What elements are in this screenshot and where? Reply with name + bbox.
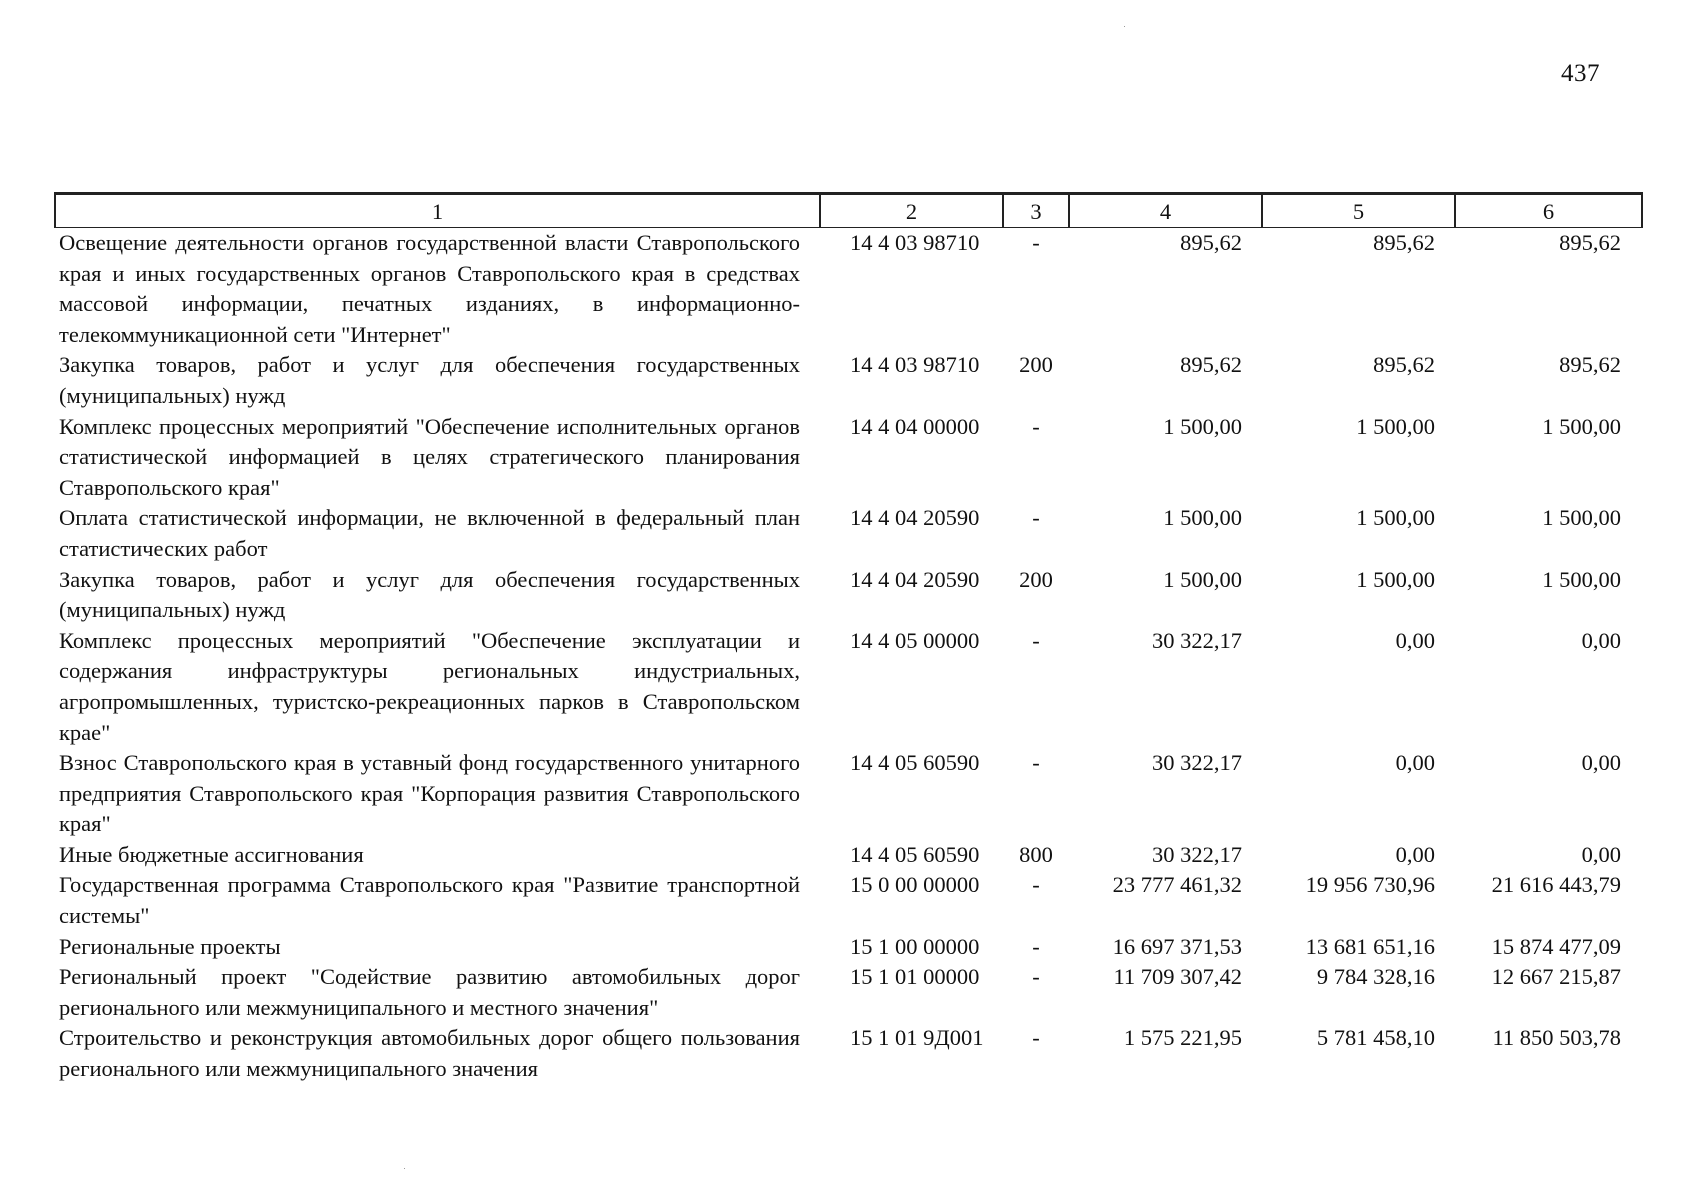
row-expense-type: - [1032, 505, 1040, 531]
table-row [55, 228, 1642, 351]
row-value-col5: 0,00 [1395, 627, 1435, 653]
row-expense-type: - [1032, 413, 1040, 439]
row-value-col5: 1 500,00 [1356, 413, 1435, 439]
table-row [55, 503, 1642, 564]
row-value-col5: 0,00 [1395, 841, 1435, 867]
row-code: 14 4 05 60590 [850, 750, 980, 776]
row-name: Региональные проекты [59, 933, 281, 959]
row-value-col4: 1 500,00 [1163, 413, 1242, 439]
row-value-col5: 13 681 651,16 [1305, 933, 1435, 959]
row-code: 14 4 05 60590 [850, 841, 980, 867]
row-value-col4: 1 500,00 [1163, 505, 1242, 531]
row-code: 14 4 03 98710 [850, 352, 980, 378]
row-code: 14 4 05 00000 [850, 627, 980, 653]
table-row [55, 870, 1642, 931]
row-code: 15 1 00 00000 [850, 933, 980, 959]
row-name: Комплекс процессных мероприятий "Обеспечение исполнительных органов статистической информацией в целях стратегического планирования Ставропольского края" [59, 413, 800, 500]
row-value-col4: 1 500,00 [1163, 566, 1242, 592]
row-value-col6: 0,00 [1581, 627, 1621, 653]
table-body [55, 228, 1642, 1085]
table-header [55, 194, 1642, 228]
scan-speck [1124, 26, 1125, 27]
row-value-col6: 21 616 443,79 [1491, 872, 1621, 898]
row-value-col5: 5 781 458,10 [1316, 1025, 1435, 1051]
header-col-4: 4 [1069, 194, 1262, 228]
row-value-col6: 0,00 [1581, 841, 1621, 867]
row-value-col6: 895,62 [1559, 352, 1621, 378]
row-value-col4: 895,62 [1180, 230, 1242, 255]
row-value-col4: 23 777 461,32 [1112, 872, 1242, 898]
row-expense-type: - [1032, 872, 1040, 898]
row-value-col4: 1 575 221,95 [1123, 1025, 1242, 1051]
row-value-col5: 895,62 [1373, 352, 1435, 378]
table-row [55, 565, 1642, 626]
row-expense-type: - [1032, 230, 1040, 255]
row-value-col5: 895,62 [1373, 230, 1435, 255]
row-code: 14 4 04 00000 [850, 413, 980, 439]
table-row [55, 626, 1642, 748]
row-value-col6: 1 500,00 [1542, 413, 1621, 439]
row-value-col5: 9 784 328,16 [1316, 964, 1435, 990]
row-name: Освещение деятельности органов государственной власти Ставропольского края и иных государственных органов Ставропольского края в средствах массовой информации, печатных изданиях, в информационно-телекоммуникационной сети "Интернет" [59, 230, 800, 347]
header-col-2: 2 [820, 194, 1003, 228]
row-expense-type: 800 [1019, 841, 1053, 867]
row-expense-type: 200 [1019, 352, 1053, 378]
row-code: 14 4 04 20590 [850, 566, 980, 592]
row-name: Строительство и реконструкция автомобильных дорог общего пользования регионального или межмуниципального значения [59, 1025, 800, 1082]
row-expense-type: - [1032, 750, 1040, 776]
row-value-col5: 19 956 730,96 [1305, 872, 1435, 898]
row-name: Закупка товаров, работ и услуг для обеспечения государственных (муниципальных) нужд [59, 352, 800, 408]
row-value-col4: 16 697 371,53 [1112, 933, 1242, 959]
row-expense-type: 200 [1019, 566, 1053, 592]
row-name: Закупка товаров, работ и услуг для обеспечения государственных (муниципальных) нужд [59, 566, 800, 623]
row-value-col6: 11 850 503,78 [1492, 1025, 1621, 1051]
row-value-col4: 30 322,17 [1152, 841, 1242, 867]
row-value-col4: 30 322,17 [1152, 627, 1242, 653]
row-value-col5: 1 500,00 [1356, 566, 1435, 592]
row-name: Государственная программа Ставропольского края "Развитие транспортной системы" [59, 872, 800, 929]
row-code: 15 0 00 00000 [850, 872, 980, 898]
row-expense-type: - [1032, 1025, 1040, 1051]
header-col-1: 1 [55, 194, 820, 228]
row-code: 15 1 01 9Д001 [850, 1025, 984, 1051]
table-row [55, 412, 1642, 504]
row-name: Региональный проект "Содействие развитию автомобильных дорог регионального или межмуниципального и местного значения" [59, 964, 800, 1020]
row-value-col4: 895,62 [1180, 352, 1242, 378]
row-code: 14 4 03 98710 [850, 230, 980, 255]
table-row [55, 748, 1642, 840]
row-expense-type: - [1032, 933, 1040, 959]
header-col-3: 3 [1003, 194, 1069, 228]
row-value-col6: 12 667 215,87 [1491, 964, 1621, 990]
table-row [55, 350, 1642, 411]
row-value-col6: 1 500,00 [1542, 505, 1621, 531]
header-col-5: 5 [1262, 194, 1455, 228]
row-name: Оплата статистической информации, не включенной в федеральный план статистических работ [59, 505, 800, 561]
row-value-col6: 1 500,00 [1542, 566, 1621, 592]
row-expense-type: - [1032, 964, 1040, 990]
table-row [55, 840, 1642, 871]
table-row [55, 1023, 1642, 1084]
row-value-col5: 0,00 [1395, 750, 1435, 776]
row-name: Иные бюджетные ассигнования [59, 841, 364, 867]
row-value-col6: 15 874 477,09 [1491, 933, 1621, 959]
row-name: Взнос Ставропольского края в уставный фонд государственного унитарного предприятия Ставропольского края "Корпорация развития Ставропольского края" [59, 750, 800, 837]
page-number: 437 [1561, 60, 1600, 87]
row-value-col6: 895,62 [1559, 230, 1621, 255]
table-row [55, 932, 1642, 963]
row-code: 15 1 01 00000 [850, 964, 980, 990]
row-value-col4: 11 709 307,42 [1113, 964, 1242, 990]
row-value-col6: 0,00 [1581, 750, 1621, 776]
row-name: Комплекс процессных мероприятий "Обеспечение эксплуатации и содержания инфраструктуры региональных индустриальных, агропромышленных, туристско-рекреационных парков в Ставропольском крае" [59, 627, 800, 745]
row-code: 14 4 04 20590 [850, 505, 980, 531]
header-col-6: 6 [1455, 194, 1642, 228]
table-row [55, 962, 1642, 1023]
budget-table [54, 192, 1643, 1085]
row-value-col4: 30 322,17 [1152, 750, 1242, 776]
row-expense-type: - [1032, 627, 1040, 653]
scan-speck [404, 1168, 405, 1169]
row-value-col5: 1 500,00 [1356, 505, 1435, 531]
